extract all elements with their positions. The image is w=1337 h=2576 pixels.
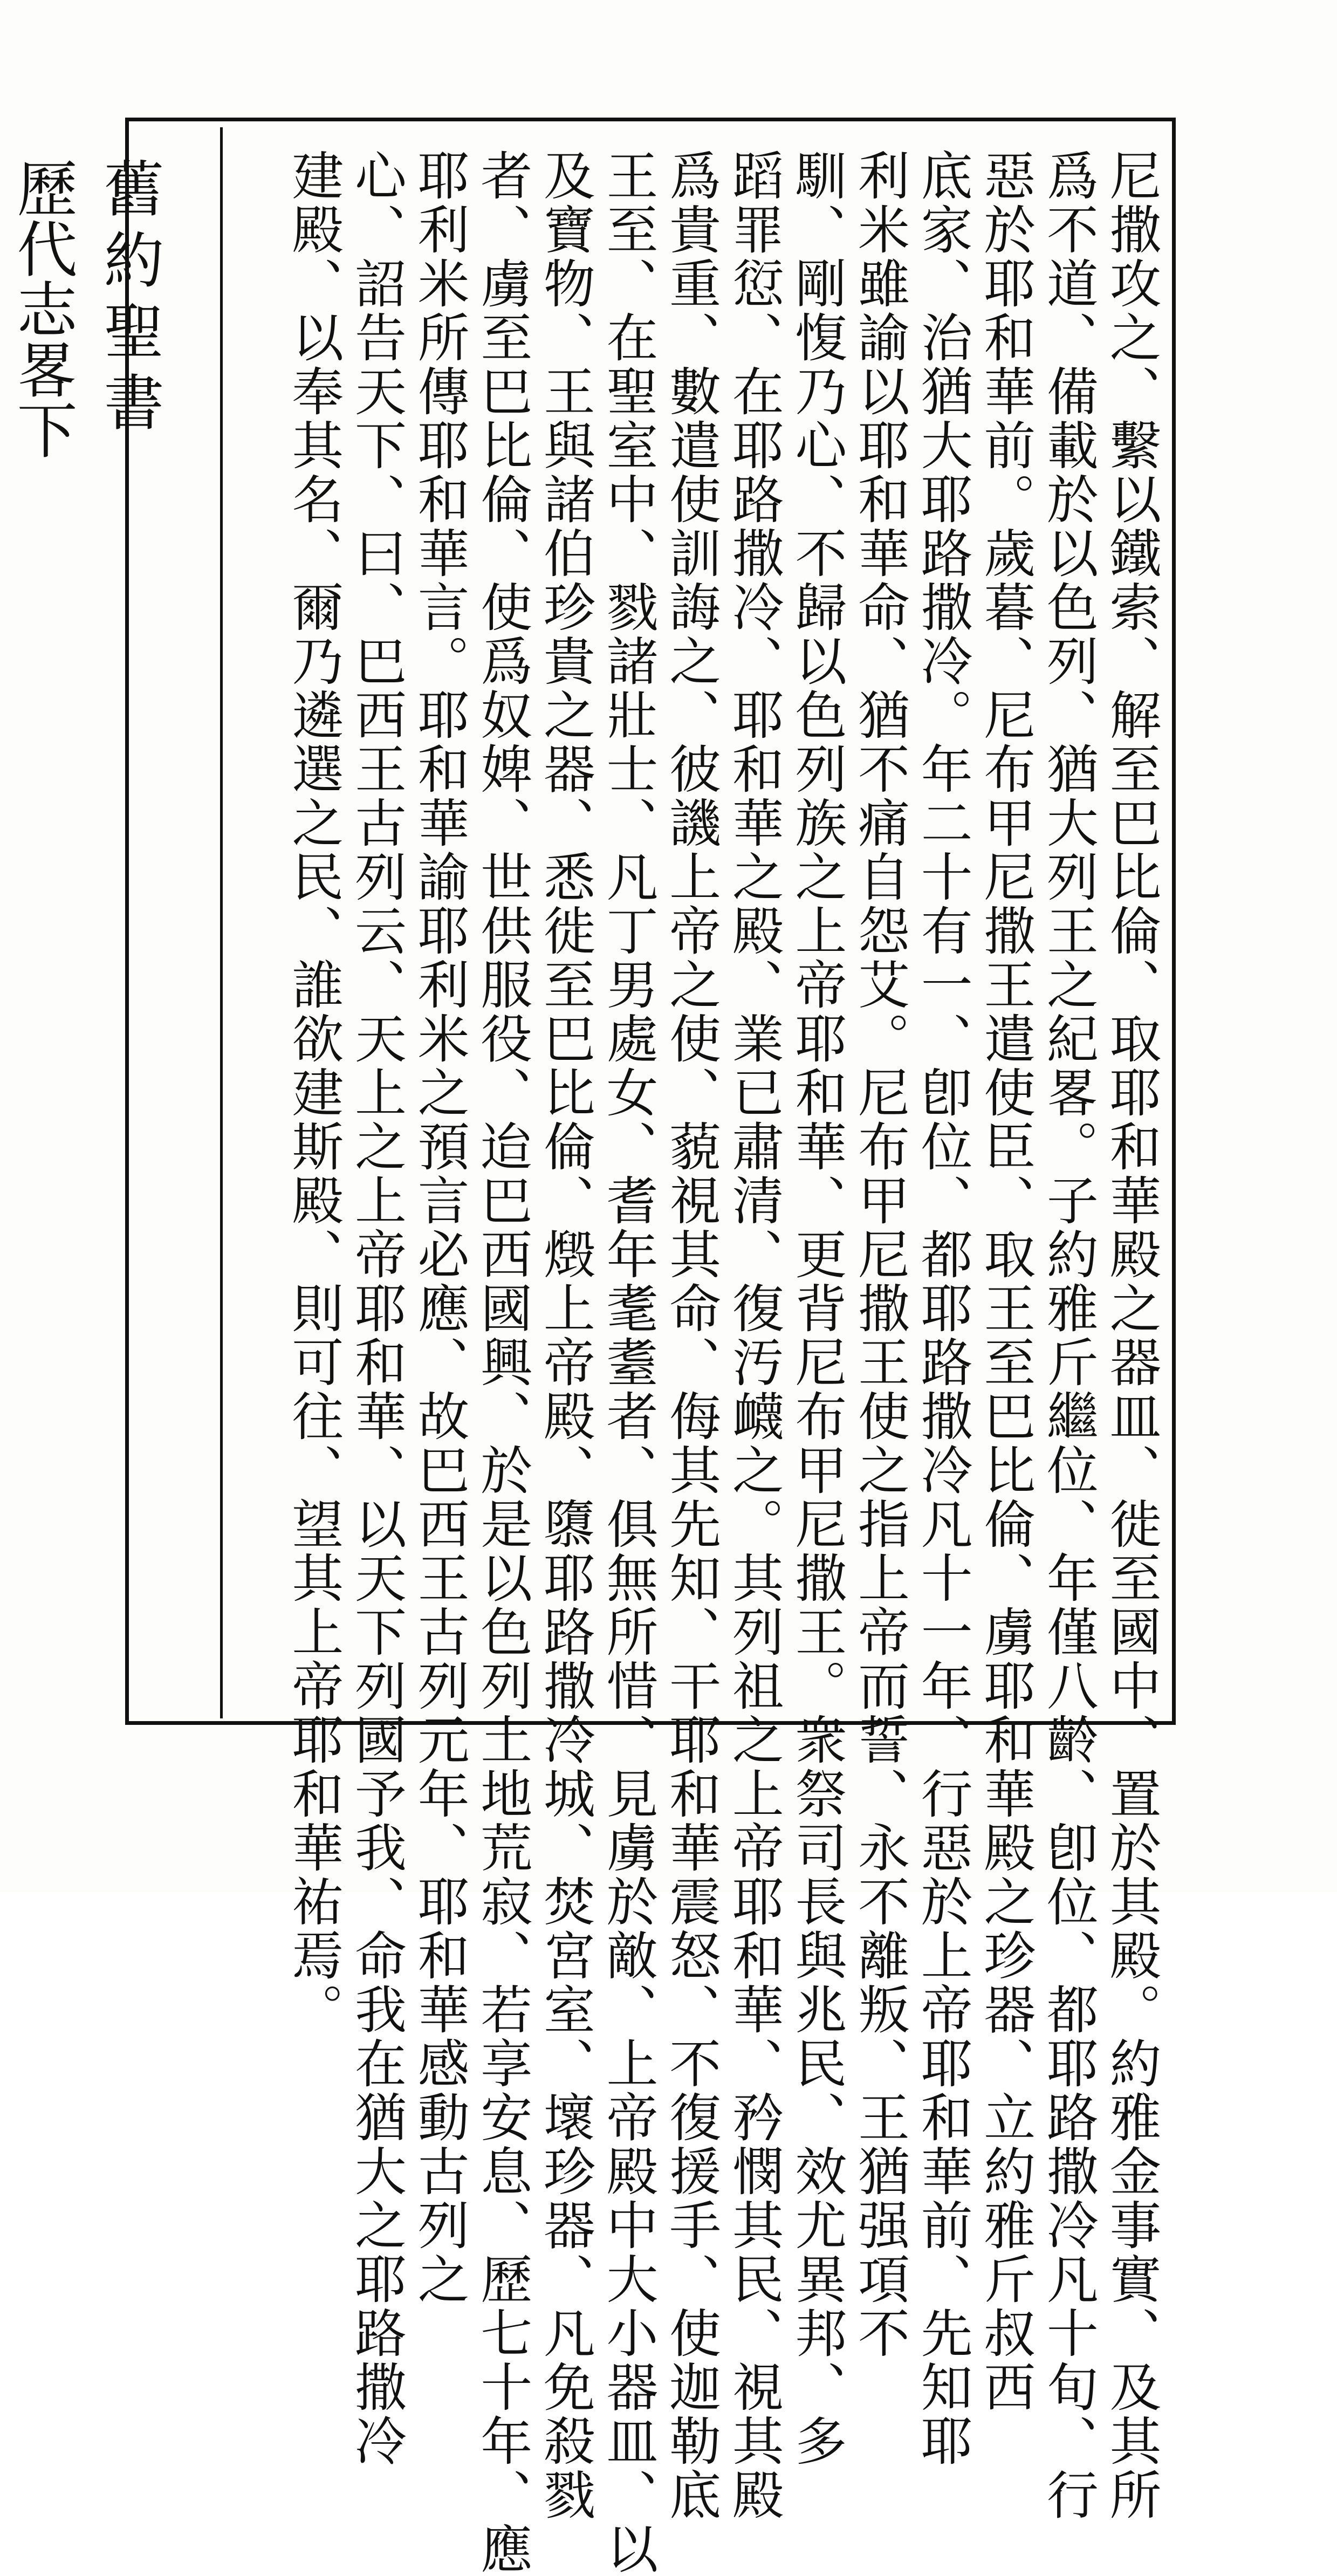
text-column: 底家、治猶大耶路撒冷。年二十有一、卽位、都耶路撒冷凡十一年、行惡於上帝耶和華前、先知耶 (913, 149, 973, 2468)
text-column: 心、詔告天下、曰、巴西王古列云、天上之上帝耶和華、以天下列國予我、命我在猶大之耶路撒冷 (346, 149, 407, 2468)
text-column: 爲貴重、數遣使訓誨之、彼譏上帝之使、藐視其命、侮其先知、干耶和華震怒、不復援手、使迦勒底 (661, 149, 722, 2522)
text-column: 王至、在聖室中、戮諸壯士、凡丁男處女、耆年耄耋者、俱無所惜、見虜於敵、上帝殿中大小器皿、以 (598, 149, 659, 2576)
text-column: 及寶物、王與諸伯珍貴之器、悉徙至巴比倫、燬上帝殿、隳耶路撒冷城、焚宮室、壞珍器、凡免殺戮 (535, 149, 596, 2522)
text-column: 耶利米所傳耶和華言。耶和華諭耶利米之預言必應、故巴西王古列元年、耶和華感動古列之 (409, 149, 470, 2306)
margin-divider (220, 127, 223, 1718)
text-column: 惡於耶和華前。歲暮、尼布甲尼撒王遣使臣、取王至巴比倫、虜耶和華殿之珍器、立約雅斤叔西 (975, 149, 1036, 2414)
text-column: 利米雖諭以耶和華命、猶不痛自怨艾。尼布甲尼撒王使之指上帝而誓、永不離叛、王猶强項不 (849, 149, 910, 2360)
book-title: 舊約聖書 (94, 157, 164, 442)
text-column: 馴、剛愎乃心、不歸以色列族之上帝耶和華、更背尼布甲尼撒王。衆祭司長與兆民、效尤異邦、多 (786, 149, 847, 2468)
text-column: 爲不道、備載於以色列、猶大列王之紀畧。子約雅斤繼位、年僅八齡、卽位、都耶路撒冷凡十旬、行 (1038, 149, 1099, 2522)
scripture-text (237, 149, 1163, 2576)
text-column: 建殿、以奉其名、爾乃遴選之民、誰欲建斯殿、則可往、望其上帝耶和華祐焉。 (283, 149, 344, 2037)
text-column: 尼撒攻之、繫以鐵索、解至巴比倫、取耶和華殿之器皿、徙至國中、置於其殿。約雅金事實、及其所 (1101, 149, 1162, 2522)
section-title: 歷代志畧下 (7, 157, 77, 460)
text-column: 蹈罪愆、在耶路撒冷、耶和華之殿、業已肅清、復汚衊之。其列祖之上帝耶和華、矜憫其民、視其殿 (724, 149, 785, 2522)
margin-header (7, 157, 173, 1689)
text-column: 者、虜至巴比倫、使爲奴婢、世供服役、迨巴西國興、於是以色列土地荒寂、若享安息、歷七十年、應 (472, 149, 533, 2576)
